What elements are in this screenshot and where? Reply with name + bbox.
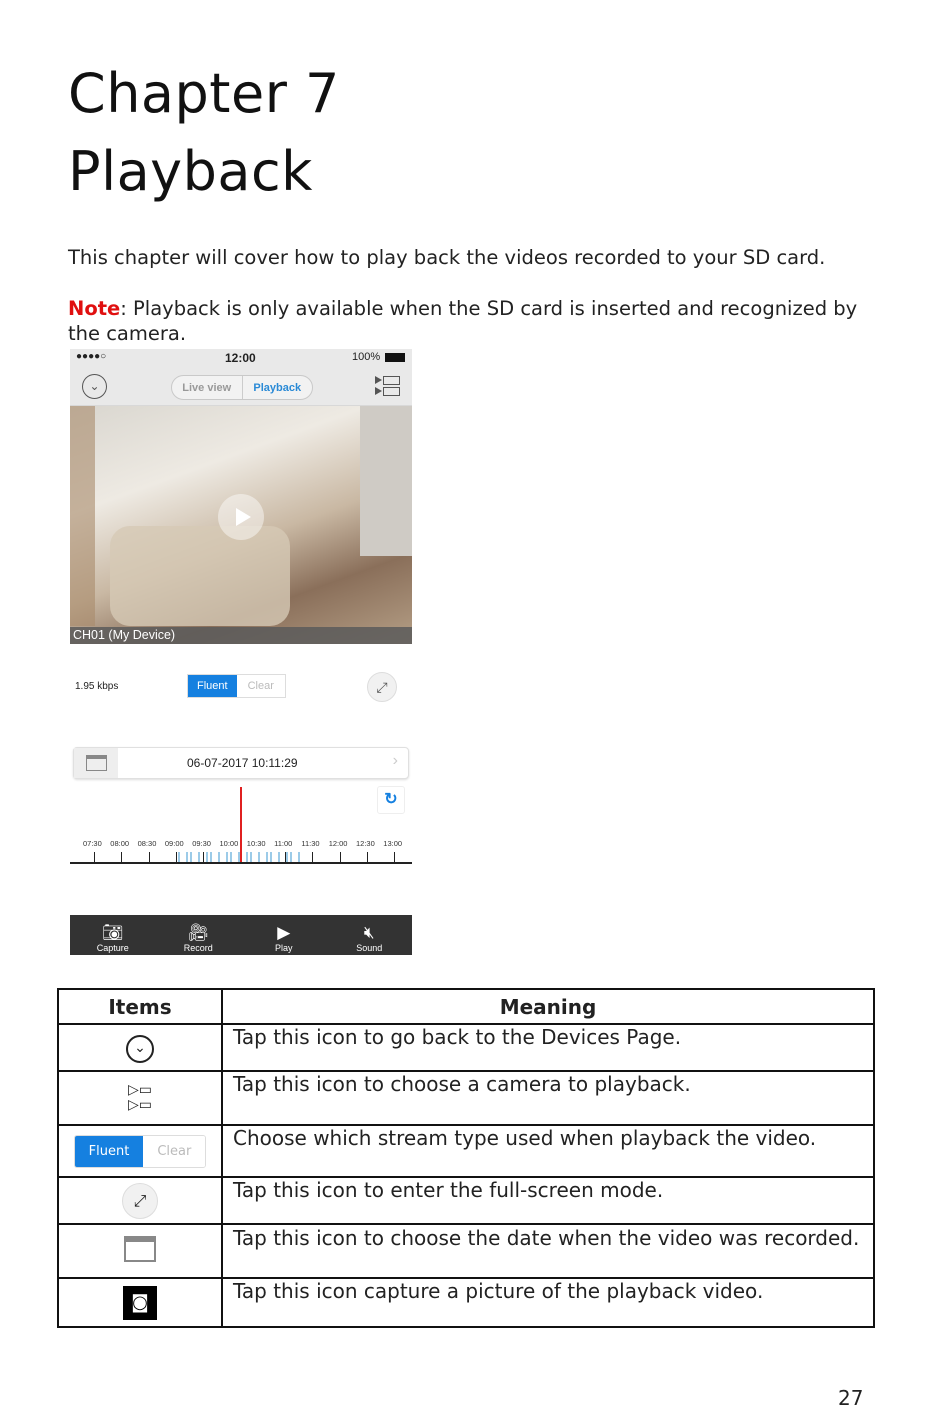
stream-selector	[187, 674, 286, 698]
recording-segment	[210, 852, 212, 862]
timeline-tick	[312, 852, 313, 862]
fullscreen-icon[interactable]: ⤢	[367, 672, 397, 702]
timeline-label: 11:00	[274, 839, 293, 848]
clock: 12:00	[225, 351, 256, 365]
playhead-cursor[interactable]	[240, 787, 242, 862]
nav-bar	[70, 367, 412, 406]
record-button[interactable]	[156, 915, 242, 955]
recording-segment	[178, 852, 180, 862]
timeline-label: 08:30	[137, 839, 157, 848]
record-label: Record	[183, 943, 213, 953]
items-table	[57, 988, 875, 1328]
play-button[interactable]	[241, 915, 327, 955]
video-preview[interactable]	[70, 406, 412, 644]
recording-segment	[226, 852, 228, 862]
clear-button[interactable]: Clear	[247, 680, 274, 692]
phone-screenshot	[70, 349, 412, 955]
timeline-tick	[149, 852, 150, 862]
timeline-label: 08:00	[110, 839, 130, 848]
meaning-cell: Tap this icon to go back to the Devices Page.	[222, 1024, 874, 1071]
timeline-tick	[176, 852, 177, 862]
date-picker[interactable]	[73, 747, 409, 779]
meaning-cell: Tap this icon to choose a camera to playback.	[222, 1071, 874, 1125]
timeline-label: 10:30	[246, 839, 266, 848]
calendar-icon[interactable]	[74, 748, 118, 778]
timeline-label: 12:00	[328, 839, 348, 848]
recording-segment	[186, 852, 188, 862]
calendar-icon	[124, 1236, 156, 1262]
timeline-label: 09:00	[164, 839, 184, 848]
recording-segment	[198, 852, 200, 862]
note-label: Note	[68, 297, 121, 320]
play-label: Play	[274, 943, 293, 953]
timeline-label: 09:30	[192, 839, 211, 848]
tab-live-view[interactable]: Live view	[172, 376, 243, 399]
video-camera-icon: 🎥︎	[187, 923, 210, 942]
capture-label: Capture	[96, 943, 129, 953]
note-text	[68, 296, 868, 346]
recording-segment	[206, 852, 208, 862]
recording-segment	[266, 852, 268, 862]
recording-segment	[298, 852, 300, 862]
fullscreen-icon: ⤢	[122, 1183, 158, 1219]
header-items: Items	[58, 989, 222, 1024]
recording-segment	[190, 852, 192, 862]
chevron-down-circle-icon: ⌄	[126, 1035, 154, 1063]
playback-toolbar	[70, 915, 412, 955]
meaning-cell: Tap this icon to enter the full-screen mode.	[222, 1177, 874, 1224]
recording-segment	[238, 852, 240, 862]
play-icon: ▶	[277, 923, 291, 942]
recording-segment	[246, 852, 248, 862]
chevron-right-icon[interactable]: ›	[392, 752, 398, 769]
sound-label: Sound	[356, 943, 383, 953]
header-meaning: Meaning	[222, 989, 874, 1024]
sound-muted-icon: 🔇︎	[363, 923, 375, 942]
timeline-label: 10:00	[219, 839, 239, 848]
intro-text: This chapter will cover how to play back the videos recorded to your SD card.	[68, 246, 826, 269]
timeline[interactable]	[70, 839, 412, 869]
meaning-cell: Choose which stream type used when playback the video.	[222, 1125, 874, 1177]
meaning-cell: Tap this icon to choose the date when the video was recorded.	[222, 1224, 874, 1278]
clear-sample: Clear	[143, 1136, 205, 1167]
recording-segment	[278, 852, 280, 862]
capture-button[interactable]	[70, 915, 156, 955]
play-overlay-icon[interactable]	[218, 494, 264, 540]
timeline-tick	[367, 852, 368, 862]
sound-button[interactable]	[327, 915, 413, 955]
fluent-button[interactable]: Fluent	[188, 675, 237, 697]
note-body: : Playback is only available when the SD card is inserted and recognized by the camera.	[68, 297, 858, 345]
camera-icon: ◙	[123, 1286, 157, 1320]
recording-segment	[290, 852, 292, 862]
timeline-tick	[394, 852, 395, 862]
timeline-label: 12:30	[356, 839, 375, 848]
chapter-title: Playback	[68, 140, 313, 203]
stream-selector-sample	[74, 1135, 207, 1168]
back-chevron-down-icon[interactable]: ⌄	[82, 374, 107, 399]
bitrate-text: 1.95 kbps	[75, 681, 119, 692]
recording-segment	[270, 852, 272, 862]
camera-list-icon[interactable]	[375, 375, 401, 399]
chapter-number: Chapter 7	[68, 62, 340, 125]
refresh-icon[interactable]: ↻	[377, 786, 405, 814]
recording-segment	[286, 852, 288, 862]
battery-icon	[385, 353, 405, 362]
timeline-tick	[121, 852, 122, 862]
camera-list-icon: ▷▭ ▷▭	[128, 1081, 152, 1113]
page-number: 27	[838, 1386, 864, 1410]
channel-caption: CH01 (My Device)	[70, 627, 412, 644]
battery-percent: 100%	[352, 351, 381, 363]
fluent-sample: Fluent	[75, 1136, 144, 1167]
date-time-value: 06-07-2017 10:11:29	[187, 756, 298, 770]
timeline-tick	[340, 852, 341, 862]
timeline-tick	[203, 852, 204, 862]
camera-icon: 📷︎	[101, 923, 124, 942]
recording-segment	[250, 852, 252, 862]
signal-indicator: ●●●●○	[76, 351, 107, 362]
meaning-cell: Tap this icon capture a picture of the playback video.	[222, 1278, 874, 1327]
timeline-label: 13:00	[383, 839, 403, 848]
tab-playback[interactable]: Playback	[253, 381, 302, 394]
status-bar	[70, 349, 412, 367]
recording-segment	[258, 852, 260, 862]
timeline-tick	[94, 852, 95, 862]
timeline-label: 07:30	[83, 839, 102, 848]
view-segmented-control	[171, 375, 313, 400]
timeline-label: 11:30	[301, 839, 320, 848]
recording-segment	[230, 852, 232, 862]
recording-segment	[218, 852, 220, 862]
